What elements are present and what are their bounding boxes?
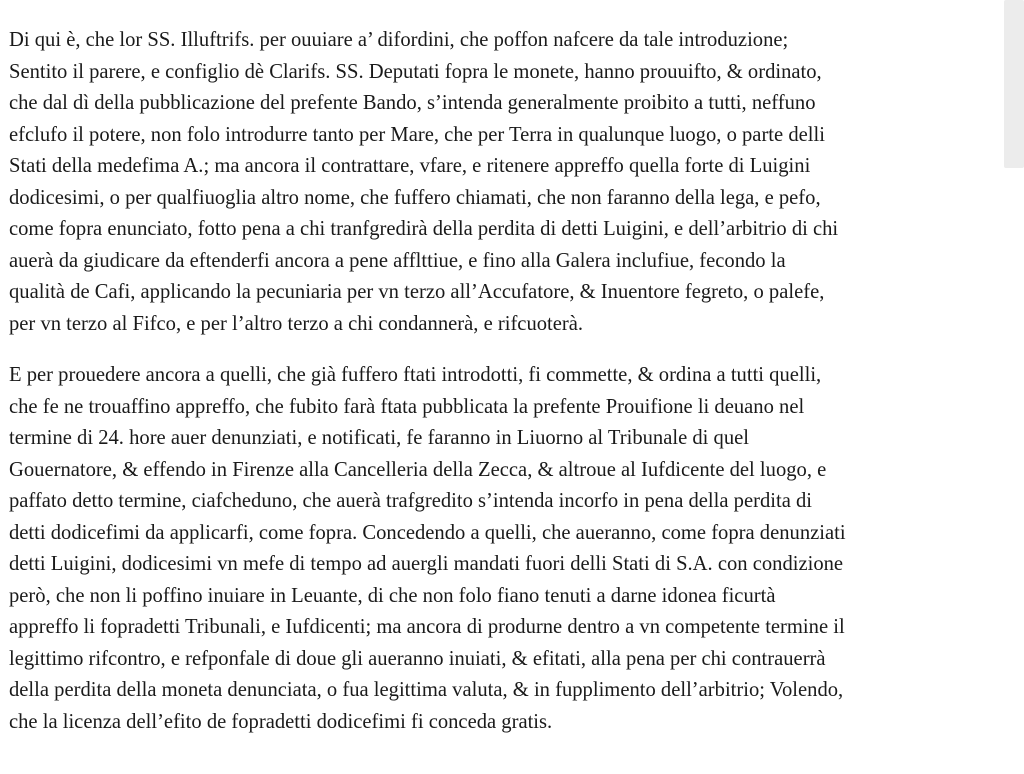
text-line: Stati della medefima A.; ma ancora il contrattare, vfare, e ritenere appreffo quella forte di Luigini — [9, 155, 811, 177]
text-line: dodicesimi, o per qualfiuoglia altro nome, che fuffero chiamati, che non faranno della lega, e pefo, — [9, 186, 821, 209]
text-line: qualità de Cafi, applicando la pecuniaria per vn terzo all’Accufatore, & Inuentore fegreto, o palefe, — [9, 281, 825, 303]
text-line: Sentito il parere, e configlio dè Clarifs. SS. Deputati fopra le monete, hanno prouuifto, & ordinato, — [9, 60, 822, 83]
text-line: però, che non li poffino inuiare in Leuante, di che non folo fiano tenuti a darne idonea ficurtà — [9, 584, 776, 607]
text-line: detti dodicefimi da applicarfi, come fopra. Concedendo a quelli, che aueranno, come fopra denunziati — [9, 521, 846, 544]
text-line: per vn terzo al Fifco, e per l’altro terzo a chi condannerà, e rifcuoterà. — [9, 312, 584, 335]
text-line: che dal dì della pubblicazione del prefente Bando, s’intenda generalmente proibito a tutti, neffuno — [9, 92, 816, 114]
text-line: come fopra enunciato, fotto pena a chi tranfgredirà della perdita di detti Luigini, e dell’arbitrio di chi — [9, 218, 839, 240]
text-line: che fe ne trouaffino appreffo, che fubito farà ftata pubblicata la prefente Prouifione li deuano nel — [9, 395, 805, 418]
text-line: che la licenza dell’efito de fopradetti dodicefimi fi conceda gratis. — [9, 710, 553, 733]
text-line: paffato detto termine, ciafcheduno, che auerà trafgredito s’intenda incorfo in pena della perdita di — [9, 490, 812, 512]
text-line: termine di 24. hore auer denunziati, e notificati, fe faranno in Liuorno al Tribunale di quel — [9, 427, 750, 449]
text-line: legittimo rifcontro, e refponfale di doue gli aueranno inuiati, & efitati, alla pena per chi contrauerrà — [9, 647, 826, 670]
paragraph-2 — [9, 360, 994, 738]
text-line: Gouernatore, & effendo in Firenze alla Cancelleria della Zecca, & altroue al Iufdicente del luogo, e — [9, 458, 827, 481]
text-line: efclufo il potere, non folo introdurre tanto per Mare, che per Terra in qualunque luogo, o parte delli — [9, 123, 825, 146]
text-line: auerà da giudicare da eftenderfi ancora a pene afflttiue, e fino alla Galera inclufiue, fecondo la — [9, 249, 786, 272]
scrollbar-thumb[interactable] — [1004, 0, 1024, 168]
text-line: della perdita della moneta denunciata, o fua legittima valuta, & in fupplimento dell’arbitrio; Volendo, — [9, 679, 844, 701]
document-text — [9, 25, 994, 758]
text-line: E per prouedere ancora a quelli, che già fuffero ftati introdotti, fi commette, & ordina a tutti quelli, — [9, 364, 822, 386]
paragraph-1 — [9, 25, 994, 340]
text-line: appreffo li fopradetti Tribunali, e Iufdicenti; ma ancora di produrne dentro a vn competente termine il — [9, 616, 845, 638]
text-line: Di qui è, che lor SS. Illuftrifs. per ouuiare a’ difordini, che poffon nafcere da tale introduzione; — [9, 29, 789, 51]
text-line: detti Luigini, dodicesimi vn mefe di tempo ad auergli mandati fuori delli Stati di S.A. con condizione — [9, 553, 844, 575]
